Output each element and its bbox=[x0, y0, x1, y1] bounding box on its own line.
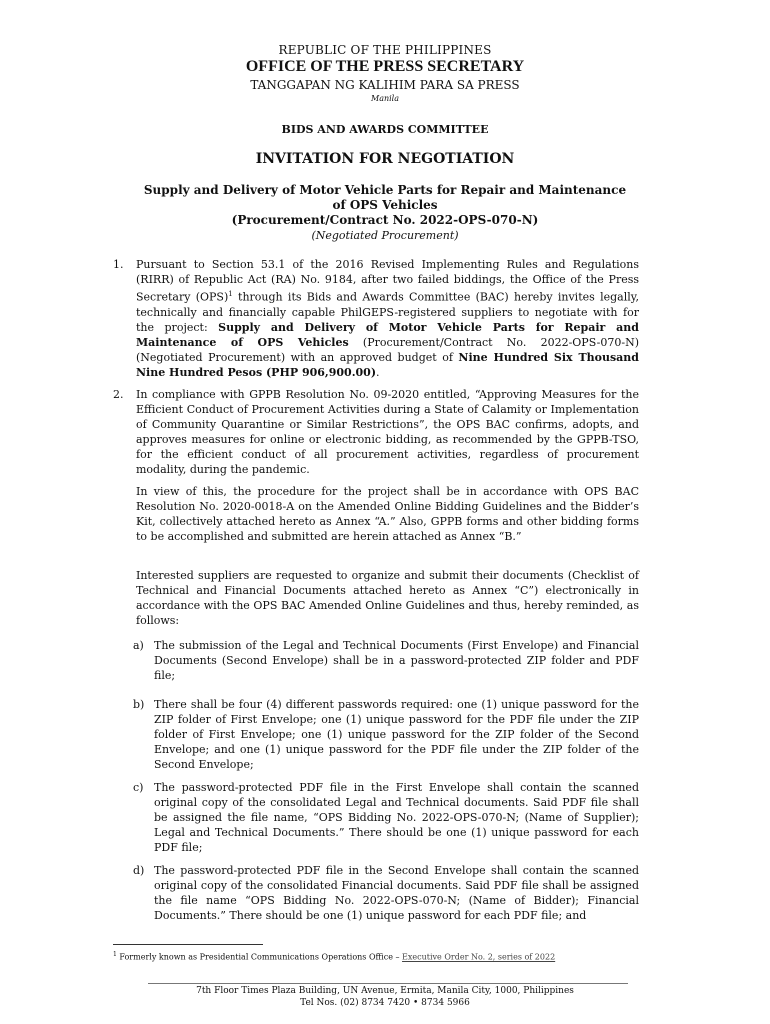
paragraph-1-text-a: Pursuant to Section 53.1 of the 2016 Revised Implementing Rules and Regulations (RIRR) of Republic Act (RA) No. 9184, after two failed biddings, the Office of the Press Secretary (OPS) bbox=[136, 258, 639, 304]
office-city: Manila bbox=[371, 94, 399, 103]
item-b-text: There shall be four (4) different passwords required: one (1) unique password for the ZIP folder of First Envelope; one (1) unique password for the PDF file under the ZIP folder of First Envelope; one (1) unique password for the ZIP folder of the Second Envelope; and one (1) unique password for the PDF file under the ZIP folder of the Second Envelope; bbox=[154, 698, 639, 771]
item-d-text: The password-protected PDF file in the Second Envelope shall contain the scanned original copy of the consolidated Financial documents. Said PDF file shall be assigned the file name “OPS Bidding No. 2022-OPS-070-N; (Name of Bidder); Financial Documents.” There should be one (1) unique password for each PDF file; and bbox=[154, 864, 639, 922]
footnote-text: Formerly known as Presidential Communications Operations Office – bbox=[116, 952, 403, 962]
item-c-label: c) bbox=[133, 781, 144, 794]
item-a-text: The submission of the Legal and Technical Documents (First Envelope) and Financial Documents (Second Envelope) shall be in a password-protected ZIP folder and PDF file; bbox=[154, 639, 639, 682]
paragraph-2-view: In view of this, the procedure for the project shall be in accordance with OPS BAC Resolution No. 2020-0018-A on the Amended Online Bidding Guidelines and the Bidder’s Kit, collectively attached hereto as Annex “A.” Also, GPPB forms and other bidding forms to be accomplished and submitted are herein attached as Annex “B.” bbox=[136, 485, 639, 543]
office-tagalog-name: TANGGAPAN NG KALIHIM PARA SA PRESS bbox=[250, 78, 520, 92]
project-name-bold: Supply and Delivery of Motor Vehicle Parts for Repair and Maintenance of OPS Vehicles bbox=[136, 320, 640, 349]
paragraph-1-number: 1. bbox=[113, 258, 124, 271]
item-b-label: b) bbox=[133, 698, 145, 711]
paragraph-1-text-d: . bbox=[376, 365, 380, 379]
paragraph-1-text-b: through its Bids and Awards Committee (BAC) hereby invites legally, technically and financially capable PhilGEPS-registered suppliers to negotiate with for the project: bbox=[136, 290, 639, 334]
footer-divider bbox=[148, 983, 628, 984]
paragraph-1-text-c: (Procurement/Contract No. 2022-OPS-070-N) (Negotiated Procurement) with an approved budget of bbox=[136, 335, 639, 364]
paragraph-2: In compliance with GPPB Resolution No. 09-2020 entitled, “Approving Measures for the Efficient Conduct of Procurement Activities during a State of Calamity or Implementation of Community Quarantine or Similar Restrictions”, the OPS BAC confirms, adopts, and approves measures for online or electronic bidding, as recommended by the GPPB-TSO, for the efficient conduct of all procurement activities, regardless of procurement modality, during the pandemic. bbox=[136, 388, 639, 476]
approved-budget: Nine Hundred Six Thousand Nine Hundred Pesos (PHP 906,900.00) bbox=[136, 350, 639, 379]
footnote-divider bbox=[113, 944, 263, 945]
paragraph-2-interested: Interested suppliers are requested to organize and submit their documents (Checklist of Technical and Financial Documents attached hereto as Annex “C”) electronically in accordance with the OPS BAC Amended Online Guidelines and thus, hereby reminded, as follows: bbox=[136, 569, 639, 627]
contract-number: (Procurement/Contract No. 2022-OPS-070-N) bbox=[231, 213, 539, 227]
procurement-mode: (Negotiated Procurement) bbox=[311, 229, 459, 242]
footer-telephone: Tel Nos. (02) 8734 7420 • 8734 5966 bbox=[300, 998, 470, 1008]
footnote bbox=[113, 951, 555, 962]
paragraph-1 bbox=[136, 257, 639, 380]
item-a-label: a) bbox=[133, 639, 144, 652]
committee-name: BIDS AND AWARDS COMMITTEE bbox=[281, 123, 489, 136]
item-c-text: The password-protected PDF file in the First Envelope shall contain the scanned original copy of the consolidated Legal and Technical documents. Said PDF file shall be assigned the file name, “OPS Bidding No. 2022-OPS-070-N; (Name of Supplier); Legal and Technical Documents.” There should be one (1) unique password for each PDF file; bbox=[154, 781, 639, 854]
republic-header: REPUBLIC OF THE PHILIPPINES bbox=[278, 43, 492, 57]
footer-address: 7th Floor Times Plaza Building, UN Avenue, Ermita, Manila City, 1000, Philippines bbox=[196, 986, 574, 996]
item-d-label: d) bbox=[133, 864, 145, 877]
project-title bbox=[0, 183, 770, 228]
footnote-number: 1 bbox=[113, 951, 117, 958]
footnote-ref: 1 bbox=[228, 290, 233, 298]
executive-order-link[interactable]: Executive Order No. 2, series of 2022 bbox=[402, 952, 556, 962]
project-title-line-2: of OPS Vehicles bbox=[332, 198, 438, 212]
office-name: OFFICE OF THE PRESS SECRETARY bbox=[245, 58, 525, 75]
document-title: INVITATION FOR NEGOTIATION bbox=[255, 151, 515, 167]
project-title-line-1: Supply and Delivery of Motor Vehicle Parts for Repair and Maintenance bbox=[143, 183, 627, 197]
paragraph-2-number: 2. bbox=[113, 388, 124, 401]
